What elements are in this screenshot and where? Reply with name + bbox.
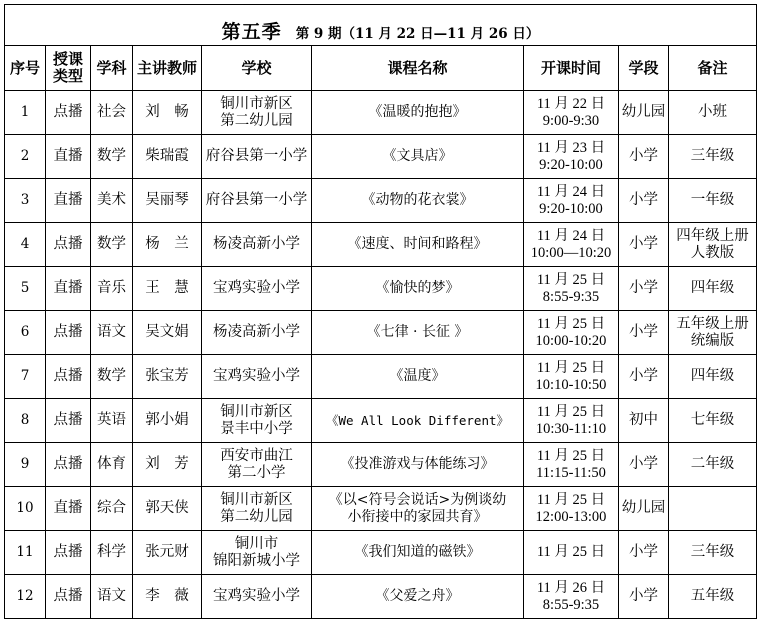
cell-school: 铜川市 锦阳新城小学	[202, 531, 312, 575]
cell-stage: 初中	[619, 399, 669, 443]
cell-index: 10	[5, 487, 46, 531]
cell-time: 11 月 25 日 12:00-13:00	[524, 487, 619, 531]
cell-teacher: 郭小娟	[133, 399, 202, 443]
cell-time: 11 月 24 日 10:00—10:20	[524, 223, 619, 267]
cell-time: 11 月 25 日 10:10-10:50	[524, 355, 619, 399]
table-title	[5, 5, 757, 46]
cell-note: 七年级	[669, 399, 757, 443]
table-row	[5, 223, 757, 267]
cell-school: 杨凌高新小学	[202, 223, 312, 267]
cell-course: 《投准游戏与体能练习》	[312, 443, 524, 487]
cell-teacher: 刘 芳	[133, 443, 202, 487]
cell-stage: 小学	[619, 267, 669, 311]
cell-type: 直播	[46, 487, 91, 531]
cell-note: 三年级	[669, 531, 757, 575]
cell-teacher: 张宝芳	[133, 355, 202, 399]
cell-index: 2	[5, 135, 46, 179]
header-school: 学校	[202, 46, 312, 91]
cell-index: 9	[5, 443, 46, 487]
cell-subject: 社会	[91, 91, 133, 135]
cell-note: 三年级	[669, 135, 757, 179]
cell-type: 点播	[46, 443, 91, 487]
cell-stage: 小学	[619, 135, 669, 179]
cell-course: 《We All Look Different》	[312, 399, 524, 443]
cell-note: 四年级	[669, 355, 757, 399]
header-teacher: 主讲教师	[133, 46, 202, 91]
cell-type: 点播	[46, 531, 91, 575]
cell-course: 《温度》	[312, 355, 524, 399]
cell-time: 11 月 25 日 10:30-11:10	[524, 399, 619, 443]
cell-subject: 科学	[91, 531, 133, 575]
cell-type: 点播	[46, 399, 91, 443]
cell-teacher: 吴文娟	[133, 311, 202, 355]
cell-index: 8	[5, 399, 46, 443]
cell-note: 四年级	[669, 267, 757, 311]
table-row	[5, 135, 757, 179]
header-note: 备注	[669, 46, 757, 91]
header-subject: 学科	[91, 46, 133, 91]
cell-stage: 幼儿园	[619, 487, 669, 531]
cell-school: 杨凌高新小学	[202, 311, 312, 355]
table-row	[5, 443, 757, 487]
cell-subject: 语文	[91, 575, 133, 619]
table-row	[5, 575, 757, 619]
cell-course: 《速度、时间和路程》	[312, 223, 524, 267]
table-row	[5, 487, 757, 531]
cell-time: 11 月 25 日 8:55-9:35	[524, 267, 619, 311]
cell-course: 《愉快的梦》	[312, 267, 524, 311]
cell-stage: 小学	[619, 223, 669, 267]
cell-index: 12	[5, 575, 46, 619]
cell-teacher: 李 薇	[133, 575, 202, 619]
cell-note: 二年级	[669, 443, 757, 487]
cell-school: 府谷县第一小学	[202, 135, 312, 179]
cell-type: 点播	[46, 223, 91, 267]
cell-index: 4	[5, 223, 46, 267]
table-row	[5, 355, 757, 399]
cell-type: 点播	[46, 575, 91, 619]
header-time: 开课时间	[524, 46, 619, 91]
header-type: 授课 类型	[46, 46, 91, 91]
cell-teacher: 刘 畅	[133, 91, 202, 135]
cell-index: 7	[5, 355, 46, 399]
cell-time: 11 月 25 日 11:15-11:50	[524, 443, 619, 487]
period-title: 第 9 期（11 月 22 日—11 月 26 日）	[295, 26, 540, 42]
table-row	[5, 531, 757, 575]
cell-type: 直播	[46, 179, 91, 223]
table-row	[5, 399, 757, 443]
header-row	[5, 46, 757, 91]
cell-school: 宝鸡实验小学	[202, 355, 312, 399]
cell-teacher: 吴丽琴	[133, 179, 202, 223]
cell-stage: 小学	[619, 311, 669, 355]
cell-course: 《七律 · 长征 》	[312, 311, 524, 355]
cell-course: 《温暖的抱抱》	[312, 91, 524, 135]
cell-stage: 小学	[619, 355, 669, 399]
cell-time: 11 月 25 日	[524, 531, 619, 575]
cell-time: 11 月 23 日 9:20-10:00	[524, 135, 619, 179]
cell-teacher: 张元财	[133, 531, 202, 575]
cell-teacher: 王 慧	[133, 267, 202, 311]
cell-note: 五年级上册 统编版	[669, 311, 757, 355]
cell-index: 5	[5, 267, 46, 311]
cell-time: 11 月 25 日 10:00-10:20	[524, 311, 619, 355]
table-row	[5, 179, 757, 223]
cell-school: 铜川市新区 第二幼儿园	[202, 487, 312, 531]
cell-subject: 语文	[91, 311, 133, 355]
table-row	[5, 311, 757, 355]
cell-subject: 体育	[91, 443, 133, 487]
cell-school: 西安市曲江 第二小学	[202, 443, 312, 487]
cell-index: 6	[5, 311, 46, 355]
cell-subject: 美术	[91, 179, 133, 223]
cell-note: 一年级	[669, 179, 757, 223]
cell-note	[669, 487, 757, 531]
cell-school: 宝鸡实验小学	[202, 575, 312, 619]
cell-note: 五年级	[669, 575, 757, 619]
cell-type: 直播	[46, 267, 91, 311]
cell-stage: 幼儿园	[619, 91, 669, 135]
cell-school: 宝鸡实验小学	[202, 267, 312, 311]
cell-type: 直播	[46, 135, 91, 179]
cell-stage: 小学	[619, 443, 669, 487]
cell-time: 11 月 24 日 9:20-10:00	[524, 179, 619, 223]
table-row	[5, 267, 757, 311]
cell-school: 铜川市新区 第二幼儿园	[202, 91, 312, 135]
cell-subject: 数学	[91, 355, 133, 399]
cell-teacher: 郭天侠	[133, 487, 202, 531]
cell-index: 11	[5, 531, 46, 575]
cell-school: 铜川市新区 景丰中小学	[202, 399, 312, 443]
season-title: 第五季	[221, 21, 282, 43]
header-stage: 学段	[619, 46, 669, 91]
cell-type: 点播	[46, 91, 91, 135]
schedule-table	[4, 4, 757, 619]
cell-note: 四年级上册 人教版	[669, 223, 757, 267]
cell-school: 府谷县第一小学	[202, 179, 312, 223]
cell-index: 1	[5, 91, 46, 135]
cell-stage: 小学	[619, 179, 669, 223]
cell-teacher: 杨 兰	[133, 223, 202, 267]
cell-subject: 数学	[91, 135, 133, 179]
cell-subject: 英语	[91, 399, 133, 443]
header-course: 课程名称	[312, 46, 524, 91]
cell-course: 《以<符号会说话>为例谈幼 小衔接中的家园共育》	[312, 487, 524, 531]
cell-type: 点播	[46, 355, 91, 399]
cell-course: 《父爱之舟》	[312, 575, 524, 619]
cell-teacher: 柴瑞霞	[133, 135, 202, 179]
cell-subject: 数学	[91, 223, 133, 267]
cell-course: 《文具店》	[312, 135, 524, 179]
cell-subject: 综合	[91, 487, 133, 531]
cell-type: 点播	[46, 311, 91, 355]
cell-course: 《我们知道的磁铁》	[312, 531, 524, 575]
table-row	[5, 91, 757, 135]
cell-index: 3	[5, 179, 46, 223]
cell-stage: 小学	[619, 575, 669, 619]
header-index: 序号	[5, 46, 46, 91]
cell-stage: 小学	[619, 531, 669, 575]
cell-time: 11 月 22 日 9:00-9:30	[524, 91, 619, 135]
cell-subject: 音乐	[91, 267, 133, 311]
cell-time: 11 月 26 日 8:55-9:35	[524, 575, 619, 619]
cell-course: 《动物的花衣裳》	[312, 179, 524, 223]
cell-note: 小班	[669, 91, 757, 135]
